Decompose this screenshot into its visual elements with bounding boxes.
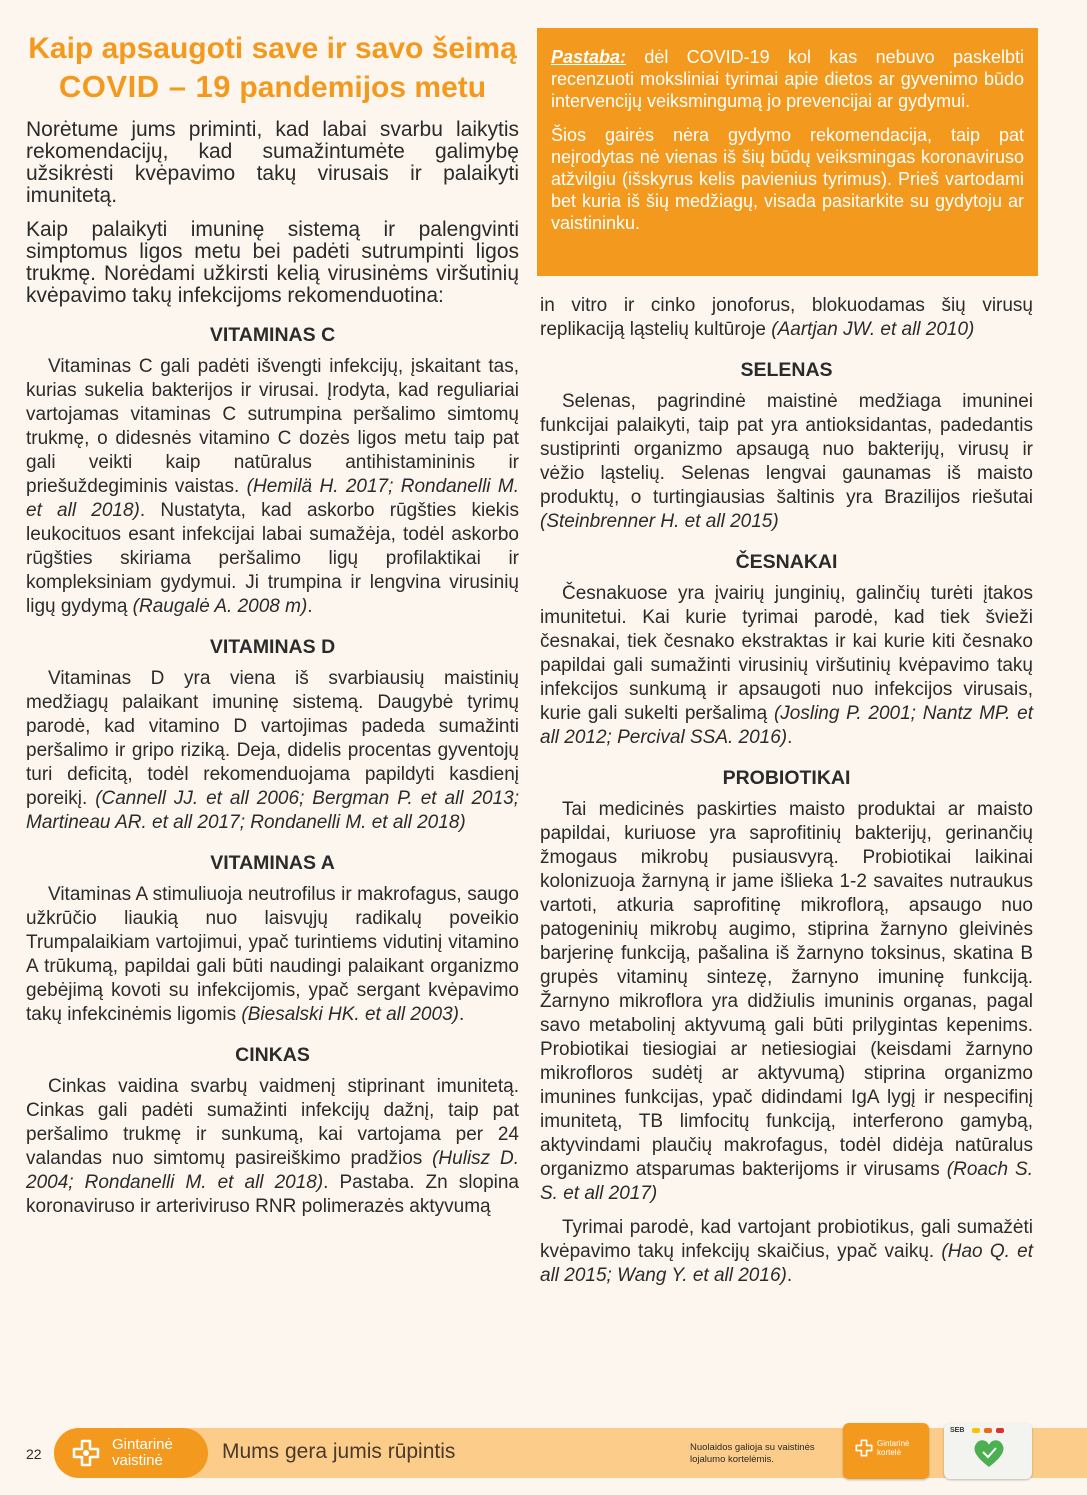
closing-text [540,1216,1033,1288]
right-column [540,30,1033,1288]
section-garlic [540,550,1033,750]
citation: (Hulisz D. 2004; Rondanelli M. et all 2018) [26,1148,519,1193]
note-paragraph-2: Šios gairės nėra gydymo rekomendacija, taip pat neįrodytas nė vienas iš šių būdų veiksmingas koronaviruso atžvilgiu (išskyrus kelis pavienius tyrimus). Prieš vartodami bet kuria iš šių medžiagų, visada pasitarkite su gydytoju ar vaistininku. [551,125,1024,233]
citation: (Hemilä H. 2017; Rondanelli M. et all 2018) [26,476,519,521]
section-title: VITAMINAS C [209,324,336,346]
section-text [26,883,519,1027]
section-vitamin-a [26,851,519,1027]
section-text [26,355,519,619]
section-title: VITAMINAS D [209,636,336,658]
slogan: Mums gera jumis rūpintis [222,1440,456,1463]
text-part: in vitro ir cinko jonoforus, blokuodamas šių virusų replikaciją ląstelių kultūroje [540,295,1033,340]
section-text [26,1075,519,1219]
text-part: . [787,727,793,748]
section-selenium [540,358,1033,534]
citation: (Aartjan JW. et all 2010) [771,319,975,340]
section-probiotics [540,766,1033,1288]
citation: (Roach S. S. et all 2017) [540,1159,1034,1204]
section-text [540,798,1033,1206]
intro-paragraph-1: Norėtume jums priminti, kad labai svarbu laikytis rekomendacijų, kad sumažintumėte galimybę užsikrėsti kvėpavimo takų virusais ir palaikyti imunitetą. [26,118,519,207]
text-part: Tai medicinės paskirties maisto produktai ar maisto papildai, kuriuose yra saprofitinių bakterijų, gerinančių žmogaus mikrobų pusiausvyrą. Probiotikai laikinai kolonizuoja žarnyną ir jame išlieka 1-2 savaites nutraukus vartoti, atkuria saprofitinę mikroflorą, apsaugo nuo patogeninių mikrobų augimo, stiprina žarnyno gleivinės barjerinę funkciją, pašalina iš žarnyno toksinus, skatina B grupės vitaminų sintezę, žarnyno imuninę funkciją. Žarnyno mikroflora yra didžiulis imuninis organas, pagal savo metabolinį aktyvumą gali būti prilygintas kepenims. Probiotikai tiesiogiai ar netiesiogiai (keisdami žarnyno mikrofloros sudėtį ar aktyvumą) stiprina organizmo imunines funkcijas, ypač didindami IgA lygį ir nespecifinį imunitetą, TB limfocitų funkciją, interferono gamybą, aktyvindami plaučių makrofagus, todėl didėja natūralus organizmo atsparumas bakterijoms ir virusams [540,799,1033,1180]
section-title: ČESNAKAI [735,551,838,573]
citation: (Josling P. 2001; Nantz MP. et all 2012; Percival SSA. 2016) [540,703,1033,748]
text-part: . [307,596,313,617]
section-title: CINKAS [235,1044,310,1066]
section-title: VITAMINAS A [210,852,335,874]
section-vitamin-c [26,323,519,619]
section-vitamin-d [26,635,519,835]
text-part: Česnakuose yra įvairių junginių, galinčių turėti įtakos imunitetui. Kai kurie tyrimai parodė, kad tiek švieži česnakai, tiek česnako ekstraktas ir kai kurie kiti česnako papildai gali sumažinti virusinių viršutinių kvėpavimo takų infekcijos sunkumą ir apsaugoti nuo infekcijos virusais, kurie gali sukelti peršalimą [540,583,1033,724]
discount-note [690,1442,840,1466]
loyalty-card-orange [843,1423,929,1479]
section-text [540,582,1033,750]
intro-paragraph-2: Kaip palaikyti imuninę sistemą ir palengvinti simptomus ligos metu bei padėti sutrumpinti ligos trukmę. Norėdami užkirsti kelią virusinėms viršutinių kvėpavimo takų infekcijoms rekomenduotina: [26,218,519,307]
citation: (Biesalski HK. et all 2003) [241,1004,459,1025]
note-label: Pastaba: [551,47,627,67]
section-text [540,390,1033,534]
card-line1: Gintarinė [877,1439,910,1448]
loyalty-card-bank [944,1423,1032,1479]
brand-logo[interactable] [54,1428,208,1478]
text-part: . [786,1265,793,1286]
note-paragraph-1 [551,46,1024,112]
footer [0,1428,1087,1478]
heart-icon [972,1437,1006,1469]
text-part: . [458,1004,465,1025]
title-covid: COVID – 19 [58,69,232,104]
section-title: SELENAS [740,359,833,381]
text-part: . Nustatyta, kad askorbo rūgšties kiekis leukocituos esant infekcijai labai sumažėja, todėl askorbo rūgšties skiriama peršalimo ligų profilaktikai ir kompleksiniam gydymui. Ji trumpina ir lengvina virusinių ligų gydymą [26,500,519,617]
zinc-continuation [540,294,1033,342]
discount-line2: lojalumo kortelėmis. [690,1454,774,1465]
note-text: dėl COVID-19 kol kas nebuvo paskelbti recenzuoti moksliniai tyrimai apie dietos ar gyvenimo būdo intervencijų veiksmingumą jo prevencijai ar gydymui. [551,47,1024,111]
card-stripe [996,1428,1004,1433]
footer-band [54,1428,1087,1478]
citation: (Hao Q. et all 2015; Wang Y. et all 2016) [540,1241,1033,1286]
section-title: PROBIOTIKAI [722,767,851,789]
page-number: 22 [26,1446,42,1462]
text-part: . Pastaba. Zn slopina koronaviruso ir arteriviruso RNR polimerazės aktyvumą [26,1172,519,1217]
text-part: Vitaminas A stimuliuoja neutrofilus ir makrofagus, saugo užkrūčio liaukią nuo laisvųjų radikalų poveikio Trumpalaikiam vartojimui, ypač turintiems vidutinį vitamino A trūkumą, papildai gali būti naudingi palaikant organizmo gebėjimą kovoti su infekcijomis, ypač sergant kvėpavimo takų infekcinėmis ligomis [26,884,519,1025]
page-title [26,30,519,107]
text-part: Vitaminas C gali padėti išvengti infekcijų, įskaitant tas, kurias sukelia bakterijos ir virusai. Įrodyta, kad reguliariai vartojamas vitaminas C sutrumpina peršalimo simtomų trukmę, o didesnės vitamino C dozės ligos metu taip pat gali veikti kaip natūralus antihistamininis ir priešuždegiminis vaistas. [26,356,519,497]
card-line2: kortelė [877,1448,902,1457]
left-column [26,30,519,1219]
text-part: Vitaminas D yra viena iš svarbiausių maistinių medžiagų palaikant imuninę sistemą. Daugybė tyrimų parodė, kad vitamino D vartojimas padeda sumažinti peršalimo ir gripo riziką. Deja, didelis procentas gyventojų turi deficitą, todėl rekomenduojama papildyti kasdienį poreikį. [26,668,519,809]
card-stripe [984,1428,992,1433]
citation: (Raugalė A. 2008 m) [132,596,308,617]
logo-text [112,1437,173,1469]
pharmacy-cross-icon [72,1439,100,1467]
bank-label: SEB [950,1427,965,1434]
citation: (Steinbrenner H. et all 2015) [540,511,779,532]
logo-line2: vaistinė [112,1452,163,1469]
section-zinc [26,1043,519,1219]
title-line2: pandemijos metu [231,71,487,104]
pharmacy-cross-icon [855,1439,873,1457]
section-text [26,667,519,835]
citation: (Cannell JJ. et all 2006; Bergman P. et all 2013; Martineau AR. et all 2017; Rondanelli M. et all 2018) [26,788,519,833]
logo-line1: Gintarinė [112,1436,173,1453]
text-part: Selenas, pagrindinė maistinė medžiaga imuninei funkcijai palaikyti, taip pat yra antioksidantas, padedantis sustiprinti organizmo apsaugą nuo bakterijų, virusų ir vėžio ląstelių. Selenas lengvai gaunamas iš maisto produktų, o turtingiausias šaltinis yra Brazilijos riešutai [540,391,1033,508]
discount-line1: Nuolaidos galioja su vaistinės [690,1442,815,1453]
card-text [877,1439,909,1457]
title-line1: Kaip apsaugoti save ir savo šeimą [28,32,517,65]
text-part: Tyrimai parodė, kad vartojant probiotikus, gali sumažėti kvėpavimo takų infekcijų skaičius, ypač vaikų. [540,1217,1033,1262]
note-box [537,28,1038,276]
text-part: Cinkas vaidina svarbų vaidmenį stiprinant imunitetą. Cinkas gali padėti sumažinti infekcijų dažnį, taip pat peršalimo trukmę ir sunkumą, kai vartojama per 24 valandas nuo simtomų pasireiškimo pradžios [26,1076,519,1169]
card-stripe [972,1428,980,1433]
